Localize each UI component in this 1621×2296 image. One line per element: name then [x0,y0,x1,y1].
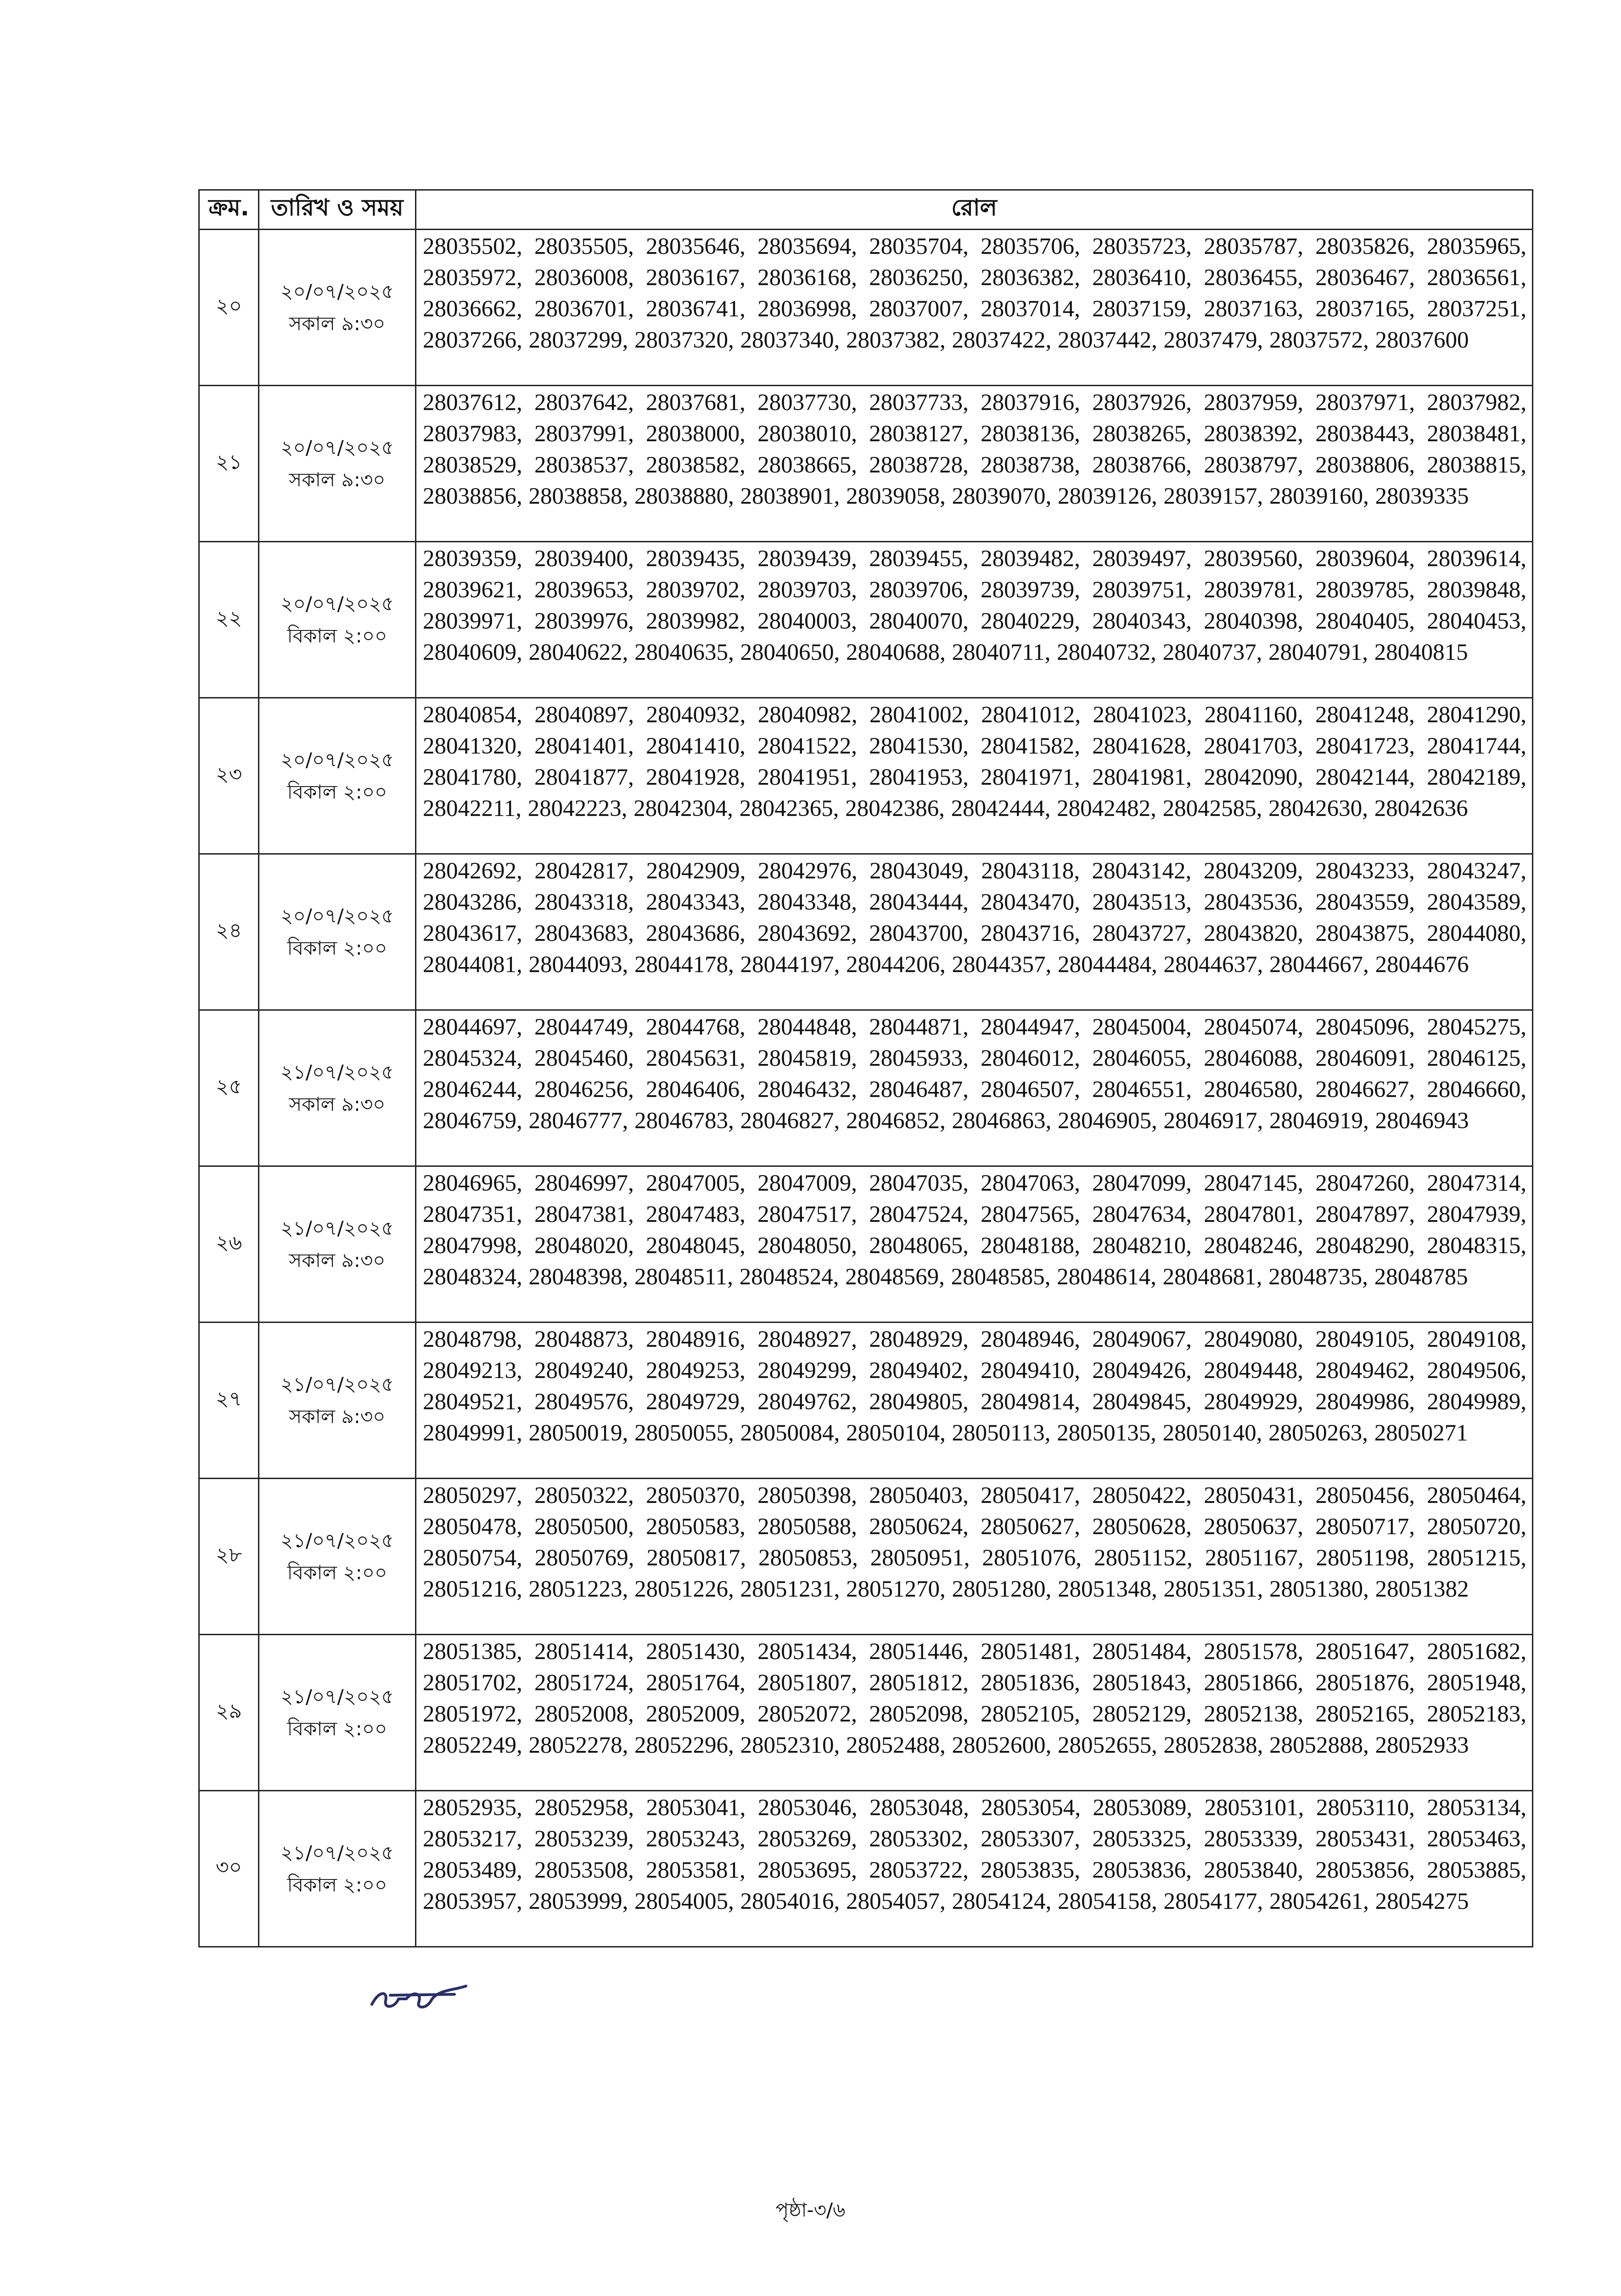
table-row [199,1791,1533,1947]
header-rolls: রোল [416,190,1533,230]
serial-cell: ২০ [199,230,259,386]
header-date-time: তারিখ ও সময় [259,190,416,230]
table-row [199,1322,1533,1479]
serial-cell: ২৯ [199,1635,259,1791]
exam-date: ২১/০৭/২০২৫ [280,1685,394,1708]
table-header-row [199,190,1533,230]
exam-time: সকাল ৯:৩০ [289,468,386,491]
date-time-cell [259,1479,416,1635]
exam-date: ২১/০৭/২০২৫ [280,1529,394,1552]
roll-numbers-cell: 28042692, 28042817, 28042909, 28042976, 28043049, 28043118, 28043142, 28043209, 28043233, 28043247, 28043286, 28043318, 28043343, 28043348, 28043444, 28043470, 28043513, 28043536, 28043559, 28043589, 28043617, 28043683, 28043686, 28043692, 28043700, 28043716, 28043727, 28043820, 28043875, 28044080, 28044081, 28044093, 28044178, 28044197, 28044206, 28044357, 28044484, 28044637, 28044667, 28044676 [416,854,1533,1010]
exam-date: ২১/০৭/২০২৫ [280,1841,394,1864]
date-time-cell [259,1010,416,1166]
serial-cell: ২৭ [199,1322,259,1479]
exam-time: বিকাল ২:০০ [287,624,387,647]
date-time-cell [259,1635,416,1791]
roll-numbers-cell: 28039359, 28039400, 28039435, 28039439, 28039455, 28039482, 28039497, 28039560, 28039604, 28039614, 28039621, 28039653, 28039702, 28039703, 28039706, 28039739, 28039751, 28039781, 28039785, 28039848, 28039971, 28039976, 28039982, 28040003, 28040070, 28040229, 28040343, 28040398, 28040405, 28040453, 28040609, 28040622, 28040635, 28040650, 28040688, 28040711, 28040732, 28040737, 28040791, 28040815 [416,542,1533,698]
table-row [199,1635,1533,1791]
exam-time: বিকাল ২:০০ [287,1873,387,1896]
roll-numbers-cell: 28046965, 28046997, 28047005, 28047009, 28047035, 28047063, 28047099, 28047145, 28047260, 28047314, 28047351, 28047381, 28047483, 28047517, 28047524, 28047565, 28047634, 28047801, 28047897, 28047939, 28047998, 28048020, 28048045, 28048050, 28048065, 28048188, 28048210, 28048246, 28048290, 28048315, 28048324, 28048398, 28048511, 28048524, 28048569, 28048585, 28048614, 28048681, 28048735, 28048785 [416,1166,1533,1322]
serial-cell: ২৩ [199,698,259,854]
roll-numbers-cell: 28035502, 28035505, 28035646, 28035694, 28035704, 28035706, 28035723, 28035787, 28035826, 28035965, 28035972, 28036008, 28036167, 28036168, 28036250, 28036382, 28036410, 28036455, 28036467, 28036561, 28036662, 28036701, 28036741, 28036998, 28037007, 28037014, 28037159, 28037163, 28037165, 28037251, 28037266, 28037299, 28037320, 28037340, 28037382, 28037422, 28037442, 28037479, 28037572, 28037600 [416,230,1533,386]
exam-date: ২১/০৭/২০২৫ [280,1373,394,1396]
serial-cell: ২৮ [199,1479,259,1635]
serial-cell: ৩০ [199,1791,259,1947]
exam-time: সকাল ৯:৩০ [289,1092,386,1115]
date-time-cell [259,230,416,386]
roll-numbers-cell: 28051385, 28051414, 28051430, 28051434, 28051446, 28051481, 28051484, 28051578, 28051647, 28051682, 28051702, 28051724, 28051764, 28051807, 28051812, 28051836, 28051843, 28051866, 28051876, 28051948, 28051972, 28052008, 28052009, 28052072, 28052098, 28052105, 28052129, 28052138, 28052165, 28052183, 28052249, 28052278, 28052296, 28052310, 28052488, 28052600, 28052655, 28052838, 28052888, 28052933 [416,1635,1533,1791]
roll-numbers-cell: 28052935, 28052958, 28053041, 28053046, 28053048, 28053054, 28053089, 28053101, 28053110, 28053134, 28053217, 28053239, 28053243, 28053269, 28053302, 28053307, 28053325, 28053339, 28053431, 28053463, 28053489, 28053508, 28053581, 28053695, 28053722, 28053835, 28053836, 28053840, 28053856, 28053885, 28053957, 28053999, 28054005, 28054016, 28054057, 28054124, 28054158, 28054177, 28054261, 28054275 [416,1791,1533,1947]
exam-date: ২০/০৭/২০২৫ [280,748,394,771]
date-time-cell [259,542,416,698]
exam-time: সকাল ৯:৩০ [289,1249,386,1272]
exam-date: ২১/০৭/২০২৫ [280,1060,394,1083]
roll-numbers-cell: 28037612, 28037642, 28037681, 28037730, 28037733, 28037916, 28037926, 28037959, 28037971, 28037982, 28037983, 28037991, 28038000, 28038010, 28038127, 28038136, 28038265, 28038392, 28038443, 28038481, 28038529, 28038537, 28038582, 28038665, 28038728, 28038738, 28038766, 28038797, 28038806, 28038815, 28038856, 28038858, 28038880, 28038901, 28039058, 28039070, 28039126, 28039157, 28039160, 28039335 [416,386,1533,542]
roll-schedule-table [198,189,1533,1947]
serial-cell: ২২ [199,542,259,698]
table-row [199,1166,1533,1322]
roll-numbers-cell: 28048798, 28048873, 28048916, 28048927, 28048929, 28048946, 28049067, 28049080, 28049105, 28049108, 28049213, 28049240, 28049253, 28049299, 28049402, 28049410, 28049426, 28049448, 28049462, 28049506, 28049521, 28049576, 28049729, 28049762, 28049805, 28049814, 28049845, 28049929, 28049986, 28049989, 28049991, 28050019, 28050055, 28050084, 28050104, 28050113, 28050135, 28050140, 28050263, 28050271 [416,1322,1533,1479]
roll-numbers-cell: 28040854, 28040897, 28040932, 28040982, 28041002, 28041012, 28041023, 28041160, 28041248, 28041290, 28041320, 28041401, 28041410, 28041522, 28041530, 28041582, 28041628, 28041703, 28041723, 28041744, 28041780, 28041877, 28041928, 28041951, 28041953, 28041971, 28041981, 28042090, 28042144, 28042189, 28042211, 28042223, 28042304, 28042365, 28042386, 28042444, 28042482, 28042585, 28042630, 28042636 [416,698,1533,854]
serial-cell: ২১ [199,386,259,542]
exam-time: বিকাল ২:০০ [287,1717,387,1740]
exam-date: ২১/০৭/২০২৫ [280,1216,394,1239]
signature-icon [363,1972,473,2023]
exam-time: বিকাল ২:০০ [287,780,387,803]
table-row [199,1010,1533,1166]
exam-time: বিকাল ২:০০ [287,1561,387,1584]
roll-numbers-cell: 28044697, 28044749, 28044768, 28044848, 28044871, 28044947, 28045004, 28045074, 28045096, 28045275, 28045324, 28045460, 28045631, 28045819, 28045933, 28046012, 28046055, 28046088, 28046091, 28046125, 28046244, 28046256, 28046406, 28046432, 28046487, 28046507, 28046551, 28046580, 28046627, 28046660, 28046759, 28046777, 28046783, 28046827, 28046852, 28046863, 28046905, 28046917, 28046919, 28046943 [416,1010,1533,1166]
table-body [199,230,1533,1947]
serial-cell: ২৪ [199,854,259,1010]
page-number: পৃষ্ঠা-৩/৬ [775,2199,846,2221]
table-row [199,854,1533,1010]
exam-date: ২০/০৭/২০২৫ [280,436,394,459]
table-row [199,698,1533,854]
date-time-cell [259,386,416,542]
roll-numbers-cell: 28050297, 28050322, 28050370, 28050398, 28050403, 28050417, 28050422, 28050431, 28050456, 28050464, 28050478, 28050500, 28050583, 28050588, 28050624, 28050627, 28050628, 28050637, 28050717, 28050720, 28050754, 28050769, 28050817, 28050853, 28050951, 28051076, 28051152, 28051167, 28051198, 28051215, 28051216, 28051223, 28051226, 28051231, 28051270, 28051280, 28051348, 28051351, 28051380, 28051382 [416,1479,1533,1635]
exam-date: ২০/০৭/২০২৫ [280,280,394,303]
date-time-cell [259,698,416,854]
date-time-cell [259,854,416,1010]
table-row [199,542,1533,698]
exam-time: বিকাল ২:০০ [287,936,387,959]
date-time-cell [259,1166,416,1322]
exam-time: সকাল ৯:৩০ [289,312,386,335]
table-row [199,230,1533,386]
exam-date: ২০/০৭/২০২৫ [280,904,394,927]
date-time-cell [259,1322,416,1479]
table-row [199,1479,1533,1635]
exam-time: সকাল ৯:৩০ [289,1405,386,1428]
header-serial: ক্রম. [199,190,259,230]
exam-date: ২০/০৭/২০২৫ [280,592,394,615]
serial-cell: ২৫ [199,1010,259,1166]
table-row [199,386,1533,542]
date-time-cell [259,1791,416,1947]
serial-cell: ২৬ [199,1166,259,1322]
